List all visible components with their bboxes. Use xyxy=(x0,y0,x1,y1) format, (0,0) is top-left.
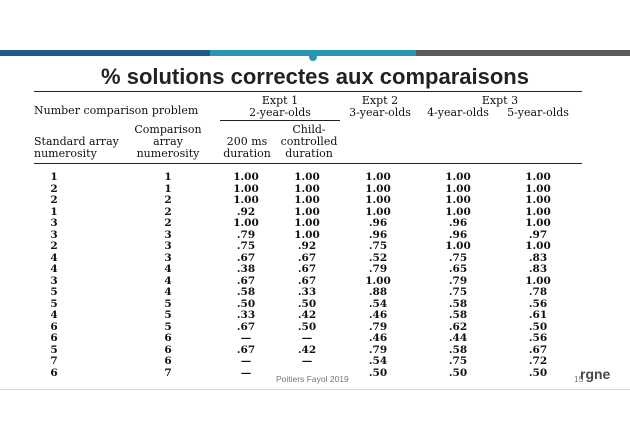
header-expt3-sub-a: 4-year-olds xyxy=(427,106,489,119)
table-cell: 1 xyxy=(50,205,58,218)
header-200ms-line2: duration xyxy=(223,147,271,160)
table-cell: .33 xyxy=(236,309,256,321)
table-cell: .96 xyxy=(368,228,388,241)
table-cell: 6 xyxy=(164,355,172,367)
expt1-underline xyxy=(220,120,340,121)
table-cell: — xyxy=(301,332,313,344)
table-cell: 4 xyxy=(164,263,172,275)
table-cell: 2 xyxy=(50,182,58,195)
table-cell: .67 xyxy=(297,274,317,287)
table-cell: 1.00 xyxy=(365,194,391,206)
table-cell: 7 xyxy=(50,355,58,367)
table-cell: 4 xyxy=(50,251,58,264)
table-row xyxy=(0,183,630,195)
table-cell: 1.00 xyxy=(525,205,551,218)
header-comparison-line2: array xyxy=(153,135,183,148)
table-cell: .58 xyxy=(236,286,256,298)
table-cell: .50 xyxy=(528,320,548,333)
header-bar-grey xyxy=(416,50,630,56)
table-cell: 2 xyxy=(50,194,58,206)
table-cell: .79 xyxy=(368,343,388,356)
header-child-line1: Child- xyxy=(292,123,326,136)
table-cell: 1 xyxy=(50,171,58,183)
table-cell: 1.00 xyxy=(445,182,471,195)
table-row xyxy=(0,240,630,252)
header-standard-line1: Standard array xyxy=(34,135,119,148)
table-cell: .96 xyxy=(448,228,468,241)
table-cell: .92 xyxy=(297,240,317,252)
table-cell: 6 xyxy=(164,332,172,344)
table-cell: .67 xyxy=(528,343,548,356)
table-cell: 1.00 xyxy=(294,194,320,206)
slide-footer: Poitiers Fayol 2019 xyxy=(276,374,349,384)
table-cell: 1.00 xyxy=(365,205,391,218)
table-cell: 1.00 xyxy=(445,171,471,183)
table-cell: — xyxy=(301,355,313,367)
table-cell: 5 xyxy=(50,297,58,310)
table-cell: 1 xyxy=(164,171,172,183)
table-cell: 3 xyxy=(164,240,172,252)
table-cell: .58 xyxy=(448,309,468,321)
table-cell: 1.00 xyxy=(294,171,320,183)
table-cell: .38 xyxy=(236,263,256,275)
table-row xyxy=(0,263,630,275)
table-cell: 2 xyxy=(164,194,172,206)
table-cell: .54 xyxy=(368,297,388,310)
header-expt2-sub: 3-year-olds xyxy=(349,106,411,119)
table-row xyxy=(0,229,630,241)
table-cell: 1.00 xyxy=(445,240,471,252)
table-cell: .96 xyxy=(368,217,388,229)
table-cell: 1.00 xyxy=(525,194,551,206)
table-cell: 5 xyxy=(164,297,172,310)
table-cell: 1.00 xyxy=(294,182,320,195)
header-expt1: Expt 1 xyxy=(261,94,299,107)
table-cell: .79 xyxy=(368,320,388,333)
table-row xyxy=(0,275,630,287)
table-cell: .75 xyxy=(448,251,468,264)
table-cell: 1.00 xyxy=(233,194,259,206)
table-cell: .92 xyxy=(236,205,256,218)
header-child-line3: duration xyxy=(285,147,333,160)
table-cell: .61 xyxy=(528,309,548,321)
table-cell: 1.00 xyxy=(525,240,551,252)
header-problem: Number comparison problem xyxy=(34,104,199,117)
table-cell: .50 xyxy=(368,366,388,379)
table-cell: .83 xyxy=(528,251,548,264)
table-cell: .65 xyxy=(448,263,468,275)
table-cell: .62 xyxy=(448,320,468,333)
table-cell: .42 xyxy=(297,309,317,321)
table-cell: 6 xyxy=(50,320,58,333)
table-cell: .46 xyxy=(368,332,388,344)
header-comparison-line3: numerosity xyxy=(136,147,200,160)
table-cell: 1.00 xyxy=(294,228,320,241)
header-child-line2: controlled xyxy=(280,135,338,148)
table-cell: .96 xyxy=(448,217,468,229)
table-cell: .72 xyxy=(528,355,548,367)
table-cell: .67 xyxy=(297,251,317,264)
table-cell: .52 xyxy=(368,251,388,264)
table-cell: .97 xyxy=(528,228,548,241)
table-cell: .79 xyxy=(368,263,388,275)
table-cell: .58 xyxy=(448,343,468,356)
table-cell: .56 xyxy=(528,297,548,310)
table-cell: 3 xyxy=(164,228,172,241)
table-cell: .33 xyxy=(297,286,317,298)
table-cell: .67 xyxy=(297,263,317,275)
table-cell: 4 xyxy=(164,286,172,298)
table-row xyxy=(0,298,630,310)
table-cell: .75 xyxy=(368,240,388,252)
table-cell: 3 xyxy=(164,251,172,264)
table-cell: 1.00 xyxy=(445,194,471,206)
table-cell: 1.00 xyxy=(525,274,551,287)
table-row xyxy=(0,217,630,229)
table-cell: .56 xyxy=(528,332,548,344)
table-cell: 2 xyxy=(50,240,58,252)
table-cell: — xyxy=(240,355,252,367)
table-row xyxy=(0,194,630,206)
header-200ms-line1: 200 ms xyxy=(226,135,268,148)
table-cell: .50 xyxy=(297,320,317,333)
table-cell: .42 xyxy=(297,343,317,356)
table-top-rule xyxy=(34,91,582,92)
table-row xyxy=(0,344,630,356)
table-cell: 1.00 xyxy=(294,217,320,229)
table-cell: .46 xyxy=(368,309,388,321)
table-cell: 5 xyxy=(164,309,172,321)
table-cell: .75 xyxy=(448,286,468,298)
table-cell: 4 xyxy=(50,263,58,275)
table-cell: 5 xyxy=(50,286,58,298)
header-expt3: Expt 3 xyxy=(481,94,519,107)
table-cell: 6 xyxy=(164,343,172,356)
table-cell: .67 xyxy=(236,343,256,356)
table-cell: .54 xyxy=(368,355,388,367)
table-cell: — xyxy=(240,366,252,379)
table-cell: 1.00 xyxy=(525,171,551,183)
table-row xyxy=(0,171,630,183)
table-cell: 4 xyxy=(164,274,172,287)
header-expt2: Expt 2 xyxy=(361,94,399,107)
table-cell: .75 xyxy=(448,355,468,367)
table-cell: .44 xyxy=(448,332,468,344)
table-cell: — xyxy=(240,332,252,344)
table-row xyxy=(0,332,630,344)
table-cell: 1.00 xyxy=(294,205,320,218)
table-cell: 2 xyxy=(164,217,172,229)
table-cell: .50 xyxy=(528,366,548,379)
table-cell: .50 xyxy=(297,297,317,310)
page-number: 15 xyxy=(574,374,584,384)
table-cell: 5 xyxy=(50,343,58,356)
table-cell: .88 xyxy=(368,286,388,298)
table-row xyxy=(0,286,630,298)
header-expt1-sub: 2-year-olds xyxy=(249,106,311,119)
table-cell: 1.00 xyxy=(525,217,551,229)
table-cell: 3 xyxy=(50,217,58,229)
header-bar-dark xyxy=(0,50,210,56)
table-cell: 1.00 xyxy=(233,217,259,229)
table-cell: .83 xyxy=(528,263,548,275)
table-cell: .58 xyxy=(448,297,468,310)
table-cell: 2 xyxy=(164,205,172,218)
table-cell: 3 xyxy=(50,228,58,241)
table-cell: 6 xyxy=(50,366,58,379)
table-cell: .79 xyxy=(236,228,256,241)
table-cell: .67 xyxy=(236,274,256,287)
header-expt3-sub-b: 5-year-olds xyxy=(507,106,569,119)
table-cell: 1.00 xyxy=(525,182,551,195)
table-cell: 1.00 xyxy=(445,205,471,218)
table-row xyxy=(0,252,630,264)
table-row xyxy=(0,206,630,218)
slide-marker-dot xyxy=(309,53,317,61)
table-cell: 4 xyxy=(50,309,58,321)
table-cell: 1.00 xyxy=(233,182,259,195)
table-cell: 7 xyxy=(164,366,172,379)
table-row xyxy=(0,355,630,367)
logo: rgne xyxy=(580,366,611,382)
table-row xyxy=(0,309,630,321)
table-row xyxy=(0,321,630,333)
table-cell: .50 xyxy=(448,366,468,379)
table-cell: 1.00 xyxy=(365,182,391,195)
table-cell: .50 xyxy=(236,297,256,310)
table-cell: .75 xyxy=(236,240,256,252)
table-cell: 1 xyxy=(164,182,172,195)
table-cell: 5 xyxy=(164,320,172,333)
header-standard-line2: numerosity xyxy=(34,147,97,160)
slide-title: % solutions correctes aux comparaisons xyxy=(101,64,529,89)
table-cell: .78 xyxy=(528,286,548,298)
table-cell: .67 xyxy=(236,320,256,333)
table-cell: .67 xyxy=(236,251,256,264)
table-header-rule xyxy=(34,163,582,164)
table-cell: 3 xyxy=(50,274,58,287)
footer-line xyxy=(0,389,630,390)
table-cell: 1.00 xyxy=(233,171,259,183)
header-comparison-line1: Comparison xyxy=(134,123,202,136)
table-cell: 6 xyxy=(50,332,58,344)
table-cell: 1.00 xyxy=(365,274,391,287)
table-cell: .79 xyxy=(448,274,468,287)
table-cell: 1.00 xyxy=(365,171,391,183)
